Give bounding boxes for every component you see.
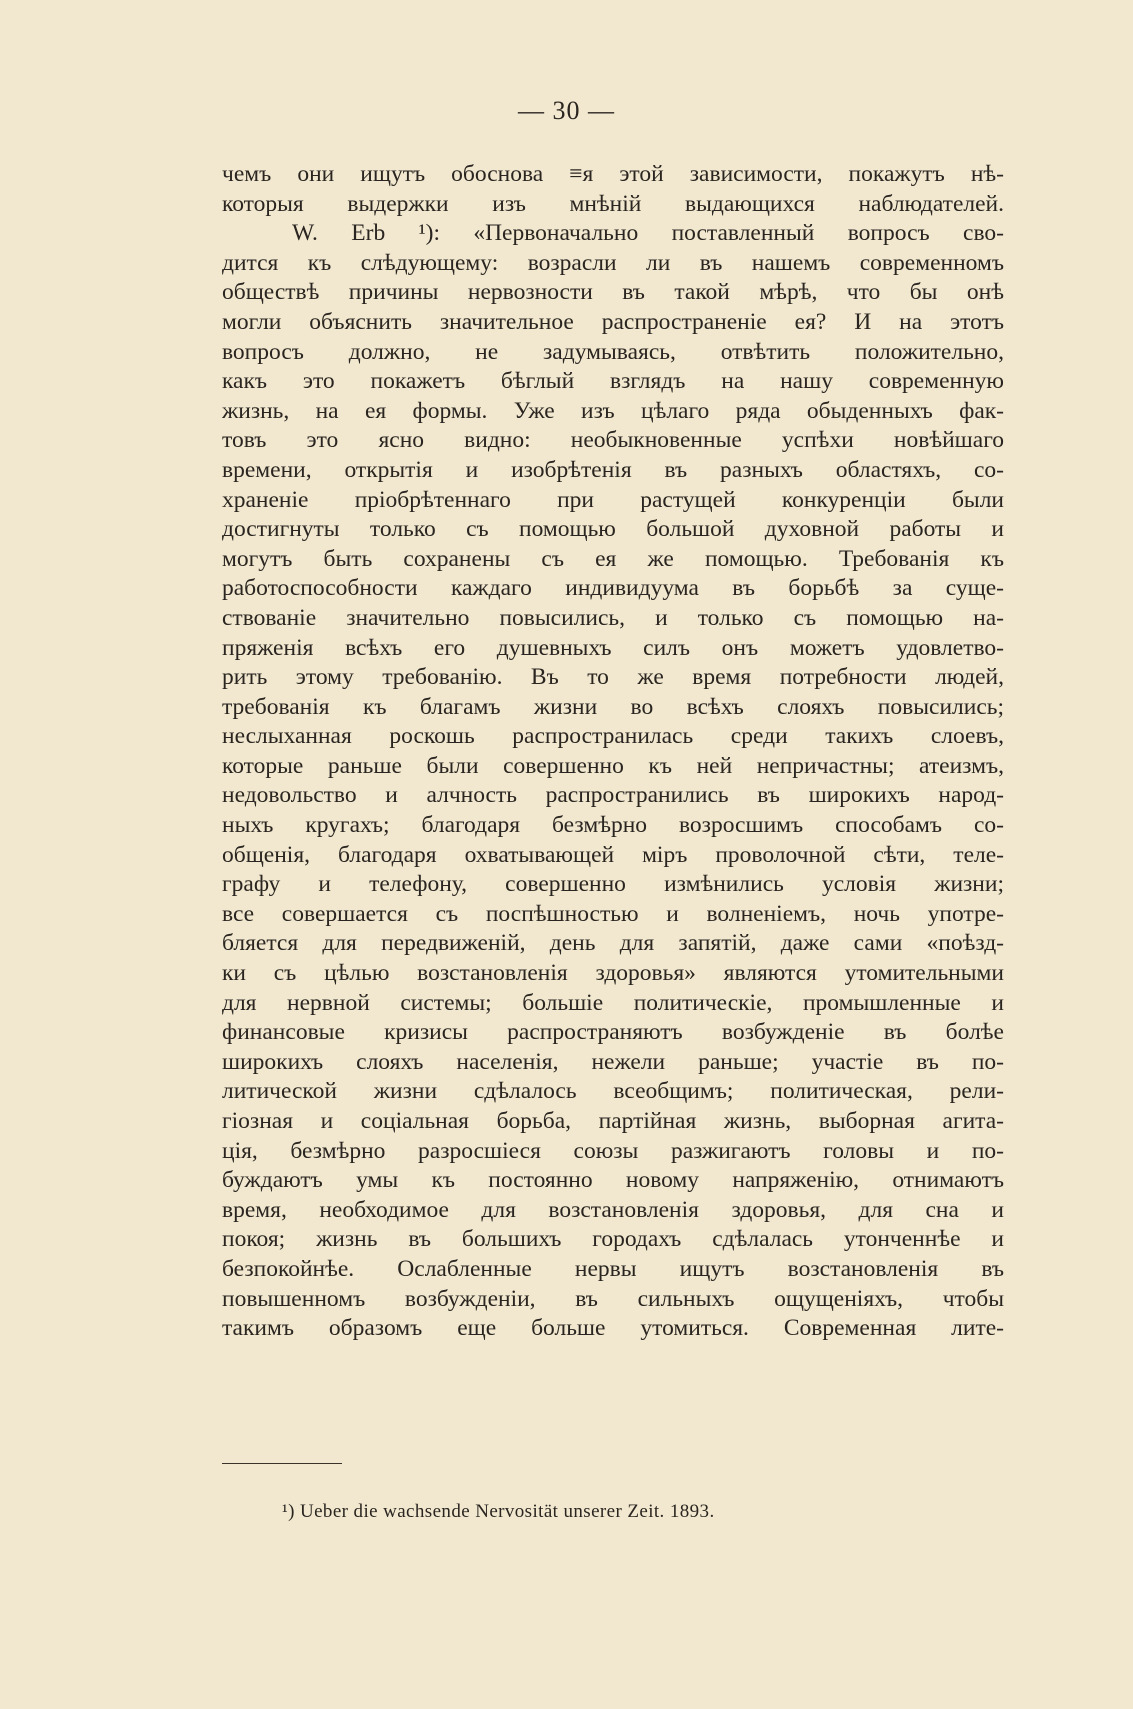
text-line: жизнь, на ея формы. Уже изъ цѣлаго ряда обыденныхъ фак-	[222, 397, 1004, 424]
page-number: — 30 —	[518, 96, 615, 125]
text-line: графу и телефону, совершенно измѣнились условія жизни;	[222, 871, 1004, 898]
text-line: буждаютъ умы къ постоянно новому напряженію, отнимаютъ	[222, 1167, 1004, 1194]
text-line: покоя; жизнь въ большихъ городахъ сдѣлалась утонченнѣе и	[222, 1226, 1004, 1253]
text-line: недовольство и алчность распространились въ широкихъ народ-	[222, 782, 1004, 809]
text-line: которые раньше были совершенно къ ней непричастны; атеизмъ,	[222, 752, 1004, 779]
text-line: обществѣ причины нервозности въ такой мѣрѣ, что бы онѣ	[222, 279, 1004, 306]
text-line: рить этому требованію. Въ то же время потребности людей,	[222, 664, 1004, 691]
text-line: ныхъ кругахъ; благодаря безмѣрно возросшимъ способамъ со-	[222, 812, 1004, 839]
footnote: ¹) Ueber die wachsende Nervosität unserer Zeit. 1893.	[282, 1501, 715, 1522]
body-text	[222, 160, 1004, 1344]
text-line: повышенномъ возбужденіи, въ сильныхъ ощущеніяхъ, чтобы	[222, 1285, 1004, 1312]
text-line: времени, открытія и изобрѣтенія въ разныхъ областяхъ, со-	[222, 456, 1004, 483]
text-line: чемъ они ищутъ обоснова ≡я этой зависимости, покажутъ нѣ-	[222, 161, 1004, 187]
text-line: бляется для передвиженій, день для запятій, даже сами «поѣзд-	[222, 930, 1004, 957]
text-line: которыя выдержки изъ мнѣній выдающихся наблюдателей.	[222, 190, 1004, 217]
text-line: такимъ образомъ еще больше утомиться. Современная лите-	[222, 1315, 1004, 1342]
text-line: ція, безмѣрно разросшіеся союзы разжигаютъ головы и по-	[222, 1137, 1004, 1164]
text-line: дится къ слѣдующему: возрасли ли въ нашемъ современномъ	[222, 249, 1004, 276]
text-line: ствованіе значительно повысились, и только съ помощью на-	[222, 604, 1004, 631]
text-line: могли объяснить значительное распространеніе ея? И на этотъ	[222, 308, 1004, 335]
text-line: вопросъ должно, не задумываясь, отвѣтить положительно,	[222, 338, 1004, 365]
text-line: могутъ быть сохранены съ ея же помощью. Требованія къ	[222, 545, 1004, 572]
text-line: ки съ цѣлью возстановленія здоровья» являются утомительными	[222, 960, 1004, 987]
text-line: все совершается съ поспѣшностью и волненіемъ, ночь употре-	[222, 900, 1004, 927]
text-line: храненіе пріобрѣтеннаго при растущей конкуренціи были	[222, 486, 1004, 513]
text-line: достигнуты только съ помощью большой духовной работы и	[222, 516, 1004, 543]
text-line: время, необходимое для возстановленія здоровья, для сна и	[222, 1196, 1004, 1223]
text-line: какъ это покажетъ бѣглый взглядъ на нашу современную	[222, 368, 1004, 395]
text-line: работоспособности каждаго индивидуума въ борьбѣ за суще-	[222, 575, 1004, 602]
text-line: неслыханная роскошь распространилась среди такихъ слоевъ,	[222, 723, 1004, 750]
text-line: финансовые кризисы распространяютъ возбужденіе въ болѣе	[222, 1019, 1004, 1046]
text-line: W. Erb ¹): «Первоначально поставленный вопросъ сво-	[292, 220, 1004, 247]
text-line: товъ это ясно видно: необыкновенные успѣхи новѣйшаго	[222, 427, 1004, 454]
text-line: пряженія всѣхъ его душевныхъ силъ онъ можетъ удовлетво-	[222, 634, 1004, 661]
text-line: литической жизни сдѣлалось всеобщимъ; политическая, рели-	[222, 1078, 1004, 1105]
footnote-divider	[222, 1463, 342, 1464]
text-line: общенія, благодаря охватывающей міръ проволочной сѣти, теле-	[222, 841, 1004, 868]
text-line: гіозная и соціальная борьба, партійная жизнь, выборная агита-	[222, 1108, 1004, 1134]
text-line: требованія къ благамъ жизни во всѣхъ слояхъ повысились;	[222, 693, 1004, 720]
text-line: широкихъ слояхъ населенія, нежели раньше; участіе въ по-	[222, 1048, 1004, 1075]
text-line: для нервной системы; большіе политическіе, промышленные и	[222, 989, 1004, 1016]
text-line: безпокойнѣе. Ослабленные нервы ищутъ возстановленія въ	[222, 1255, 1004, 1282]
